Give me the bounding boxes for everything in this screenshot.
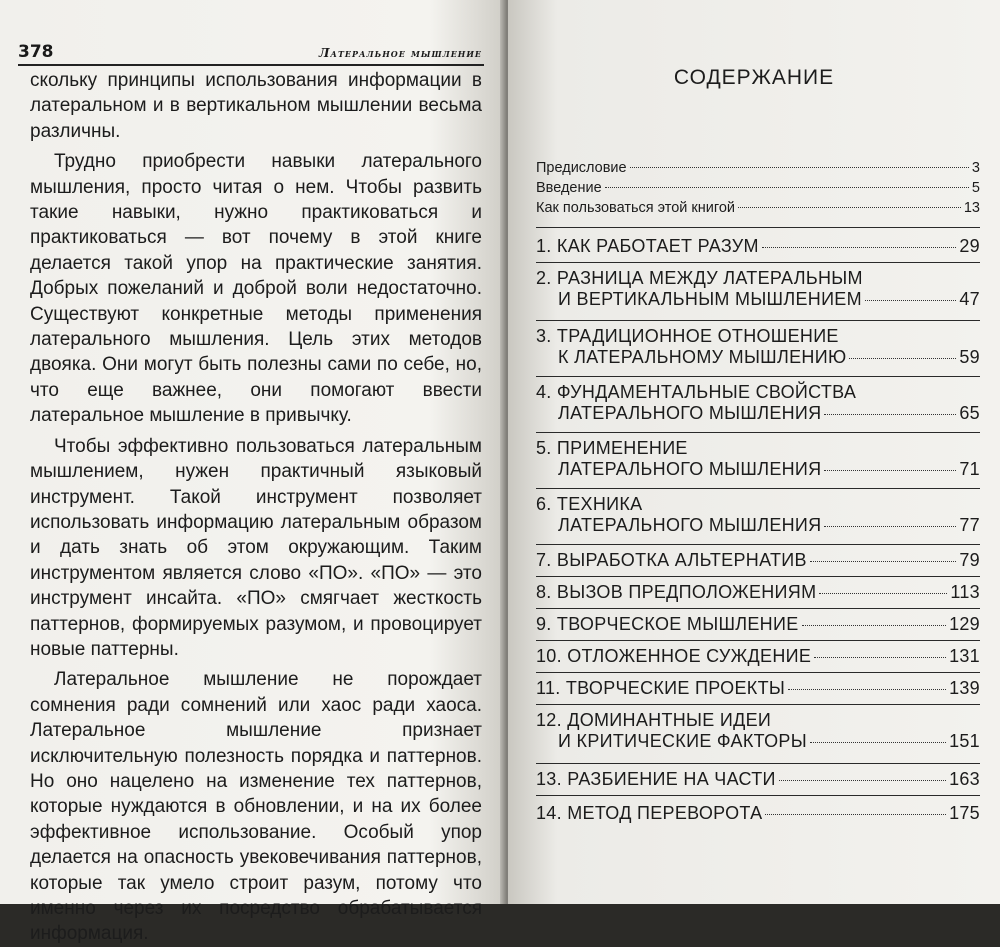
toc-chapter — [536, 678, 980, 699]
divider — [536, 262, 980, 263]
chapter-title-continued: ЛАТЕРАЛЬНОГО МЫШЛЕНИЯ — [558, 403, 822, 423]
chapter-page: 139 — [949, 678, 980, 698]
toc-title: СОДЕРЖАНИЕ — [673, 66, 835, 89]
chapter-page: 47 — [959, 289, 980, 309]
toc-chapter — [536, 550, 980, 571]
paragraph: скольку принципы использования информации в латеральном и в вертикальном мышлении весьма различны. — [30, 70, 482, 142]
chapter-title: 13. РАЗБИЕНИЕ НА ЧАСТИ — [536, 769, 776, 789]
chapter-title: 8. ВЫЗОВ ПРЕДПОЛОЖЕНИЯМ — [536, 582, 817, 602]
toc-chapter — [536, 710, 980, 752]
toc-chapter — [536, 268, 980, 310]
toc-entry — [536, 180, 980, 196]
chapter-page: 175 — [949, 803, 980, 823]
chapter-title-continued: ЛАТЕРАЛЬНОГО МЫШЛЕНИЯ — [558, 515, 822, 535]
toc-entry — [536, 200, 980, 216]
chapter-title-continued: К ЛАТЕРАЛЬНОМУ МЫШЛЕНИЮ — [558, 347, 847, 367]
toc-chapter — [536, 582, 980, 603]
chapter-title: 9. ТВОРЧЕСКОЕ МЫШЛЕНИЕ — [536, 614, 799, 634]
chapter-title: 5. ПРИМЕНЕНИЕ — [536, 438, 688, 458]
leader-dots — [762, 247, 957, 248]
toc-chapter — [536, 382, 980, 424]
page-number: 378 — [18, 42, 54, 62]
divider — [536, 576, 980, 577]
leader-dots — [824, 414, 956, 415]
leader-dots — [630, 167, 969, 168]
chapter-title: 10. ОТЛОЖЕННОЕ СУЖДЕНИЕ — [536, 646, 812, 666]
toc-chapter — [536, 326, 980, 368]
divider — [536, 376, 980, 377]
divider — [536, 608, 980, 609]
divider — [536, 795, 980, 796]
chapter-page: 113 — [950, 582, 980, 602]
paragraph: Чтобы эффективно пользоваться латеральным мышлением, нужен практичный языковый инструмент. Такой инструмент позволяет использовать информацию латеральным образом и дать знать об этом окружающим. Таким инструментом является слово «ПО». «ПО» — это инструмент инсайта. «ПО» смягчает жесткость паттернов, формируемых разумом, и провоцирует новые паттерны. — [30, 435, 482, 660]
leader-dots — [819, 593, 947, 594]
toc-entry-label: Предисловие — [536, 160, 627, 176]
chapter-title: 14. МЕТОД ПЕРЕВОРОТА — [536, 803, 763, 823]
toc-entry-page: 5 — [971, 180, 980, 196]
chapter-title-continued: И ВЕРТИКАЛЬНЫМ МЫШЛЕНИЕМ — [558, 289, 862, 309]
divider — [536, 704, 980, 705]
leader-dots — [810, 561, 957, 562]
paragraph: Латеральное мышление не порождает сомнения ради сомнений или хаос ради хаоса. Латеральное мышление признает исключительную полезность порядка и паттернов. Но оно нацелено на изменение тех паттернов, которые нуждаются в обновлении, и на их более эффективное использование. Особый упор делается на опасность увековечивания паттернов, которые так умело строит разум, потому что именно через их посредство обрабатывается информация. — [30, 669, 482, 945]
toc-entry-page: 3 — [971, 160, 980, 176]
leader-dots — [738, 207, 961, 208]
divider — [536, 488, 980, 489]
chapter-page: 163 — [949, 769, 980, 789]
chapter-page: 65 — [959, 403, 980, 423]
leader-dots — [814, 657, 946, 658]
toc-entry-label: Введение — [536, 180, 602, 196]
divider — [536, 640, 980, 641]
toc-chapter — [536, 494, 980, 536]
running-title: Латеральное мышление — [318, 46, 482, 60]
leader-dots — [605, 187, 969, 188]
chapter-title: 2. РАЗНИЦА МЕЖДУ ЛАТЕРАЛЬНЫМ — [536, 268, 863, 288]
leader-dots — [788, 689, 946, 690]
chapter-title: 11. ТВОРЧЕСКИЕ ПРОЕКТЫ — [536, 678, 786, 698]
toc-entry — [536, 160, 980, 176]
chapter-page: 71 — [959, 459, 980, 479]
chapter-page: 79 — [959, 550, 980, 570]
leader-dots — [849, 358, 956, 359]
leader-dots — [802, 625, 947, 626]
toc-chapter — [536, 614, 980, 635]
divider — [536, 672, 980, 673]
leader-dots — [810, 742, 946, 743]
toc-chapter — [536, 236, 980, 257]
divider — [536, 763, 980, 764]
chapter-title: 6. ТЕХНИКА — [536, 494, 643, 514]
leader-dots — [824, 470, 956, 471]
toc-entry-page: 13 — [963, 200, 980, 216]
paragraph: Трудно приобрести навыки латерального мышления, просто читая о нем. Чтобы развить такие навыки, нужно практиковаться и практиковаться — вот почему в этой книге делается такой упор на практические занятия. Добрых пожеланий и доброй воли недостаточно. Существуют конкретные методы применения латерального мышления. Цель этих методов двояка. Они могут быть полезны сами по себе, но, что еще важнее, они помогают ввести латеральное мышление в привычку. — [30, 151, 482, 427]
chapter-title: 12. ДОМИНАНТНЫЕ ИДЕИ — [536, 710, 772, 730]
toc-chapter — [536, 769, 980, 790]
right-page — [508, 0, 1000, 904]
chapter-title: 3. ТРАДИЦИОННОЕ ОТНОШЕНИЕ — [536, 326, 839, 346]
chapter-title: 4. ФУНДАМЕНТАЛЬНЫЕ СВОЙСТВА — [536, 382, 857, 402]
chapter-page: 59 — [959, 347, 980, 367]
leader-dots — [824, 526, 956, 527]
toc-chapter — [536, 646, 980, 667]
divider — [536, 320, 980, 321]
chapter-title: 1. КАК РАБОТАЕТ РАЗУМ — [536, 236, 759, 256]
chapter-page: 77 — [959, 515, 980, 535]
divider — [536, 544, 980, 545]
divider — [536, 227, 980, 228]
leader-dots — [865, 300, 956, 301]
leader-dots — [779, 780, 946, 781]
divider — [536, 432, 980, 433]
leader-dots — [765, 814, 946, 815]
chapter-title-continued: ЛАТЕРАЛЬНОГО МЫШЛЕНИЯ — [558, 459, 822, 479]
chapter-page: 151 — [949, 731, 980, 751]
toc-entry-label: Как пользоваться этой книгой — [536, 200, 735, 216]
body-text — [30, 68, 482, 947]
chapter-title: 7. ВЫРАБОТКА АЛЬТЕРНАТИВ — [536, 550, 807, 570]
chapter-page: 29 — [959, 236, 980, 256]
chapter-page: 131 — [949, 646, 980, 666]
toc-chapter — [536, 803, 980, 824]
toc-chapter — [536, 438, 980, 480]
chapter-page: 129 — [949, 614, 980, 634]
page-header — [18, 42, 484, 66]
chapter-title-continued: И КРИТИЧЕСКИЕ ФАКТОРЫ — [558, 731, 807, 751]
